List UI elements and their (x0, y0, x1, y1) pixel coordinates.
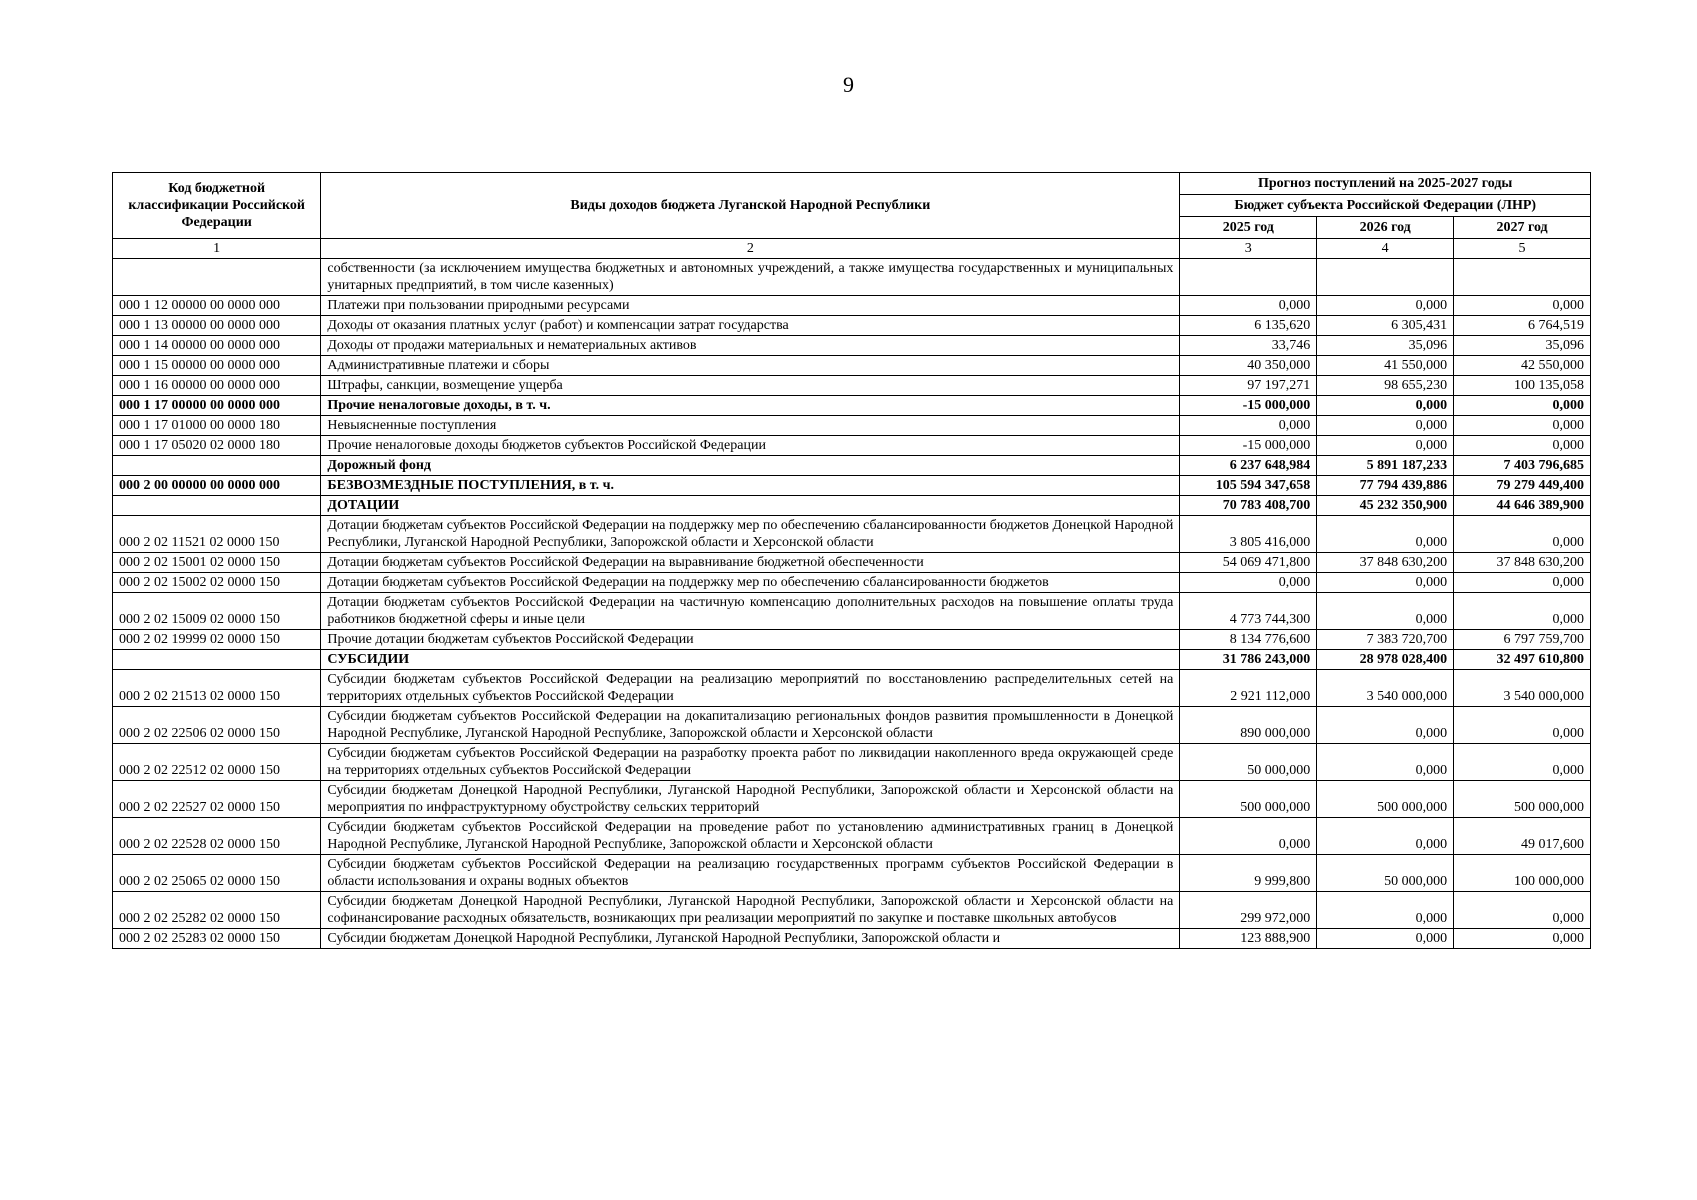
page-number: 9 (843, 72, 854, 97)
row-value-2026: 6 305,431 (1317, 316, 1454, 336)
row-name: Субсидии бюджетам субъектов Российской Федерации на разработку проекта работ по ликвидации накопленного вреда окружающей среде на территориях отдельных субъектов Российской Федерации (321, 744, 1180, 781)
table-row (113, 855, 1591, 892)
row-value-2026: 37 848 630,200 (1317, 553, 1454, 573)
row-value-2026: 0,000 (1317, 436, 1454, 456)
row-value-2025: 0,000 (1180, 573, 1317, 593)
row-name: Административные платежи и сборы (321, 356, 1180, 376)
row-value-2025: 105 594 347,658 (1180, 476, 1317, 496)
row-value-2027: 0,000 (1454, 892, 1591, 929)
row-code: 000 2 02 22506 02 0000 150 (113, 707, 321, 744)
row-code (113, 496, 321, 516)
row-value-2025: 4 773 744,300 (1180, 593, 1317, 630)
row-value-2027 (1454, 259, 1591, 296)
row-name: Субсидии бюджетам субъектов Российской Федерации на докапитализацию региональных фондов развития промышленности в Донецкой Народной Республике, Луганской Народной Республике, Запорожской области и Херсонской области (321, 707, 1180, 744)
row-code: 000 1 17 00000 00 0000 000 (113, 396, 321, 416)
row-code (113, 259, 321, 296)
row-name: Доходы от продажи материальных и нематериальных активов (321, 336, 1180, 356)
table-row (113, 356, 1591, 376)
row-value-2025: 70 783 408,700 (1180, 496, 1317, 516)
row-value-2027: 32 497 610,800 (1454, 650, 1591, 670)
row-name: Прочие неналоговые доходы, в т. ч. (321, 396, 1180, 416)
table-row (113, 316, 1591, 336)
row-value-2026: 7 383 720,700 (1317, 630, 1454, 650)
row-value-2026: 41 550,000 (1317, 356, 1454, 376)
row-value-2027: 0,000 (1454, 593, 1591, 630)
row-value-2027: 100 000,000 (1454, 855, 1591, 892)
row-code: 000 1 13 00000 00 0000 000 (113, 316, 321, 336)
row-name: БЕЗВОЗМЕЗДНЫЕ ПОСТУПЛЕНИЯ, в т. ч. (321, 476, 1180, 496)
row-value-2025: 3 805 416,000 (1180, 516, 1317, 553)
row-name: Субсидии бюджетам субъектов Российской Федерации на реализацию мероприятий по восстановлению распределительных сетей на территориях отдельных субъектов Российской Федерации (321, 670, 1180, 707)
row-value-2025: 8 134 776,600 (1180, 630, 1317, 650)
table-row (113, 670, 1591, 707)
row-name: Субсидии бюджетам субъектов Российской Федерации на реализацию государственных программ субъектов Российской Федерации в области использования и охраны водных объектов (321, 855, 1180, 892)
table-row (113, 496, 1591, 516)
row-value-2027: 44 646 389,900 (1454, 496, 1591, 516)
row-value-2025: 9 999,800 (1180, 855, 1317, 892)
row-name: Штрафы, санкции, возмещение ущерба (321, 376, 1180, 396)
row-value-2025: 54 069 471,800 (1180, 553, 1317, 573)
row-name: Субсидии бюджетам Донецкой Народной Республики, Луганской Народной Республики, Запорожской области и (321, 929, 1180, 949)
table-row (113, 818, 1591, 855)
column-number: 2 (321, 239, 1180, 259)
row-code: 000 2 02 15002 02 0000 150 (113, 573, 321, 593)
row-name: Дотации бюджетам субъектов Российской Федерации на поддержку мер по обеспечению сбалансированности бюджетов Донецкой Народной Республики, Луганской Народной Республики, Запорожской области и Херсонской области (321, 516, 1180, 553)
table-row (113, 929, 1591, 949)
row-value-2025: 33,746 (1180, 336, 1317, 356)
row-value-2025: -15 000,000 (1180, 396, 1317, 416)
table-row (113, 553, 1591, 573)
row-code (113, 456, 321, 476)
row-value-2027: 0,000 (1454, 396, 1591, 416)
row-code: 000 2 02 25283 02 0000 150 (113, 929, 321, 949)
row-value-2025: 97 197,271 (1180, 376, 1317, 396)
row-value-2027: 0,000 (1454, 744, 1591, 781)
row-value-2027: 500 000,000 (1454, 781, 1591, 818)
table-row (113, 476, 1591, 496)
row-code: 000 2 02 22528 02 0000 150 (113, 818, 321, 855)
table-row (113, 259, 1591, 296)
row-name: Дорожный фонд (321, 456, 1180, 476)
row-code: 000 1 17 01000 00 0000 180 (113, 416, 321, 436)
row-value-2026: 0,000 (1317, 396, 1454, 416)
table-row (113, 516, 1591, 553)
row-value-2025: 50 000,000 (1180, 744, 1317, 781)
row-value-2025: 299 972,000 (1180, 892, 1317, 929)
row-name: ДОТАЦИИ (321, 496, 1180, 516)
row-value-2026: 0,000 (1317, 892, 1454, 929)
header-year-2026: 2026 год (1317, 217, 1454, 239)
row-value-2025: 123 888,900 (1180, 929, 1317, 949)
column-number-row (113, 239, 1591, 259)
table-row (113, 456, 1591, 476)
table-row (113, 630, 1591, 650)
table-row (113, 296, 1591, 316)
table-row (113, 376, 1591, 396)
header-year-2025: 2025 год (1180, 217, 1317, 239)
table-row (113, 436, 1591, 456)
table-row (113, 396, 1591, 416)
row-name: Дотации бюджетам субъектов Российской Федерации на поддержку мер по обеспечению сбалансированности бюджетов (321, 573, 1180, 593)
table-row (113, 416, 1591, 436)
column-number: 5 (1454, 239, 1591, 259)
row-value-2025: 0,000 (1180, 296, 1317, 316)
row-value-2027: 35,096 (1454, 336, 1591, 356)
row-code: 000 2 02 15009 02 0000 150 (113, 593, 321, 630)
row-value-2025: 6 237 648,984 (1180, 456, 1317, 476)
row-value-2026 (1317, 259, 1454, 296)
table-row (113, 336, 1591, 356)
row-value-2027: 100 135,058 (1454, 376, 1591, 396)
row-code: 000 1 12 00000 00 0000 000 (113, 296, 321, 316)
row-value-2026: 28 978 028,400 (1317, 650, 1454, 670)
row-value-2027: 49 017,600 (1454, 818, 1591, 855)
row-value-2026: 77 794 439,886 (1317, 476, 1454, 496)
row-name: Прочие дотации бюджетам субъектов Российской Федерации (321, 630, 1180, 650)
row-value-2026: 500 000,000 (1317, 781, 1454, 818)
row-value-2027: 37 848 630,200 (1454, 553, 1591, 573)
row-name: Дотации бюджетам субъектов Российской Федерации на выравнивание бюджетной обеспеченности (321, 553, 1180, 573)
row-code: 000 1 17 05020 02 0000 180 (113, 436, 321, 456)
row-value-2027: 42 550,000 (1454, 356, 1591, 376)
row-code: 000 2 02 19999 02 0000 150 (113, 630, 321, 650)
row-value-2026: 35,096 (1317, 336, 1454, 356)
row-name: Субсидии бюджетам Донецкой Народной Республики, Луганской Народной Республики, Запорожской области и Херсонской области на софинансирование расходных обязательств, возникающих при реализации мероприятий по закупке и поставке школьных автобусов (321, 892, 1180, 929)
row-name: Субсидии бюджетам Донецкой Народной Республики, Луганской Народной Республики, Запорожской области и Херсонской области на мероприятия по инфраструктурному обустройству сельских территорий (321, 781, 1180, 818)
row-value-2027: 0,000 (1454, 573, 1591, 593)
revenue-forecast-table (112, 172, 1591, 949)
column-number: 3 (1180, 239, 1317, 259)
row-value-2026: 0,000 (1317, 573, 1454, 593)
row-value-2025: 500 000,000 (1180, 781, 1317, 818)
row-code: 000 2 00 00000 00 0000 000 (113, 476, 321, 496)
row-value-2025: 6 135,620 (1180, 316, 1317, 336)
row-code: 000 1 14 00000 00 0000 000 (113, 336, 321, 356)
table-row (113, 593, 1591, 630)
row-code (113, 650, 321, 670)
row-name: Прочие неналоговые доходы бюджетов субъектов Российской Федерации (321, 436, 1180, 456)
row-value-2027: 0,000 (1454, 516, 1591, 553)
row-code: 000 2 02 11521 02 0000 150 (113, 516, 321, 553)
header-forecast: Прогноз поступлений на 2025-2027 годы (1180, 173, 1591, 195)
row-value-2027: 0,000 (1454, 707, 1591, 744)
row-value-2027: 3 540 000,000 (1454, 670, 1591, 707)
row-value-2025: 31 786 243,000 (1180, 650, 1317, 670)
row-value-2026: 0,000 (1317, 416, 1454, 436)
row-value-2025: 2 921 112,000 (1180, 670, 1317, 707)
row-code: 000 2 02 25065 02 0000 150 (113, 855, 321, 892)
row-value-2027: 79 279 449,400 (1454, 476, 1591, 496)
row-value-2026: 0,000 (1317, 818, 1454, 855)
row-code: 000 2 02 22527 02 0000 150 (113, 781, 321, 818)
row-value-2026: 3 540 000,000 (1317, 670, 1454, 707)
table-row (113, 781, 1591, 818)
row-value-2027: 0,000 (1454, 296, 1591, 316)
table-row (113, 744, 1591, 781)
row-value-2026: 98 655,230 (1317, 376, 1454, 396)
header-year-2027: 2027 год (1454, 217, 1591, 239)
row-code: 000 2 02 22512 02 0000 150 (113, 744, 321, 781)
row-value-2027: 0,000 (1454, 929, 1591, 949)
row-value-2027: 6 764,519 (1454, 316, 1591, 336)
row-name: Невыясненные поступления (321, 416, 1180, 436)
row-name: Субсидии бюджетам субъектов Российской Федерации на проведение работ по установлению административных границ в Донецкой Народной Республике, Луганской Народной Республике, Запорожской области и Херсонской области (321, 818, 1180, 855)
table-row (113, 707, 1591, 744)
row-name: СУБСИДИИ (321, 650, 1180, 670)
row-code: 000 1 15 00000 00 0000 000 (113, 356, 321, 376)
row-value-2026: 5 891 187,233 (1317, 456, 1454, 476)
column-number: 1 (113, 239, 321, 259)
row-name: Доходы от оказания платных услуг (работ) и компенсации затрат государства (321, 316, 1180, 336)
row-value-2027: 7 403 796,685 (1454, 456, 1591, 476)
row-name: Дотации бюджетам субъектов Российской Федерации на частичную компенсацию дополнительных расходов на повышение оплаты труда работников бюджетной сферы и иные цели (321, 593, 1180, 630)
column-number: 4 (1317, 239, 1454, 259)
row-code: 000 2 02 21513 02 0000 150 (113, 670, 321, 707)
row-value-2025: 890 000,000 (1180, 707, 1317, 744)
header-name-column: Виды доходов бюджета Луганской Народной Республики (321, 173, 1180, 239)
row-value-2026: 0,000 (1317, 707, 1454, 744)
row-code: 000 2 02 25282 02 0000 150 (113, 892, 321, 929)
row-value-2026: 0,000 (1317, 744, 1454, 781)
row-value-2026: 45 232 350,900 (1317, 496, 1454, 516)
row-value-2026: 50 000,000 (1317, 855, 1454, 892)
row-value-2026: 0,000 (1317, 296, 1454, 316)
row-value-2025: 40 350,000 (1180, 356, 1317, 376)
table-body (113, 239, 1591, 949)
row-value-2027: 0,000 (1454, 416, 1591, 436)
row-value-2025: 0,000 (1180, 416, 1317, 436)
table-row (113, 573, 1591, 593)
row-name: собственности (за исключением имущества бюджетных и автономных учреждений, а также имущества государственных и муниципальных унитарных предприятий, в том числе казенных) (321, 259, 1180, 296)
row-value-2025: -15 000,000 (1180, 436, 1317, 456)
header-budget: Бюджет субъекта Российской Федерации (ЛНР) (1180, 195, 1591, 217)
row-value-2026: 0,000 (1317, 593, 1454, 630)
row-value-2026: 0,000 (1317, 516, 1454, 553)
row-value-2025: 0,000 (1180, 818, 1317, 855)
row-value-2027: 6 797 759,700 (1454, 630, 1591, 650)
row-code: 000 1 16 00000 00 0000 000 (113, 376, 321, 396)
row-code: 000 2 02 15001 02 0000 150 (113, 553, 321, 573)
row-value-2027: 0,000 (1454, 436, 1591, 456)
table-row (113, 892, 1591, 929)
row-name: Платежи при пользовании природными ресурсами (321, 296, 1180, 316)
header-code-column: Код бюджетной классификации Российской Федерации (113, 173, 321, 239)
table-row (113, 650, 1591, 670)
row-value-2026: 0,000 (1317, 929, 1454, 949)
row-value-2025 (1180, 259, 1317, 296)
